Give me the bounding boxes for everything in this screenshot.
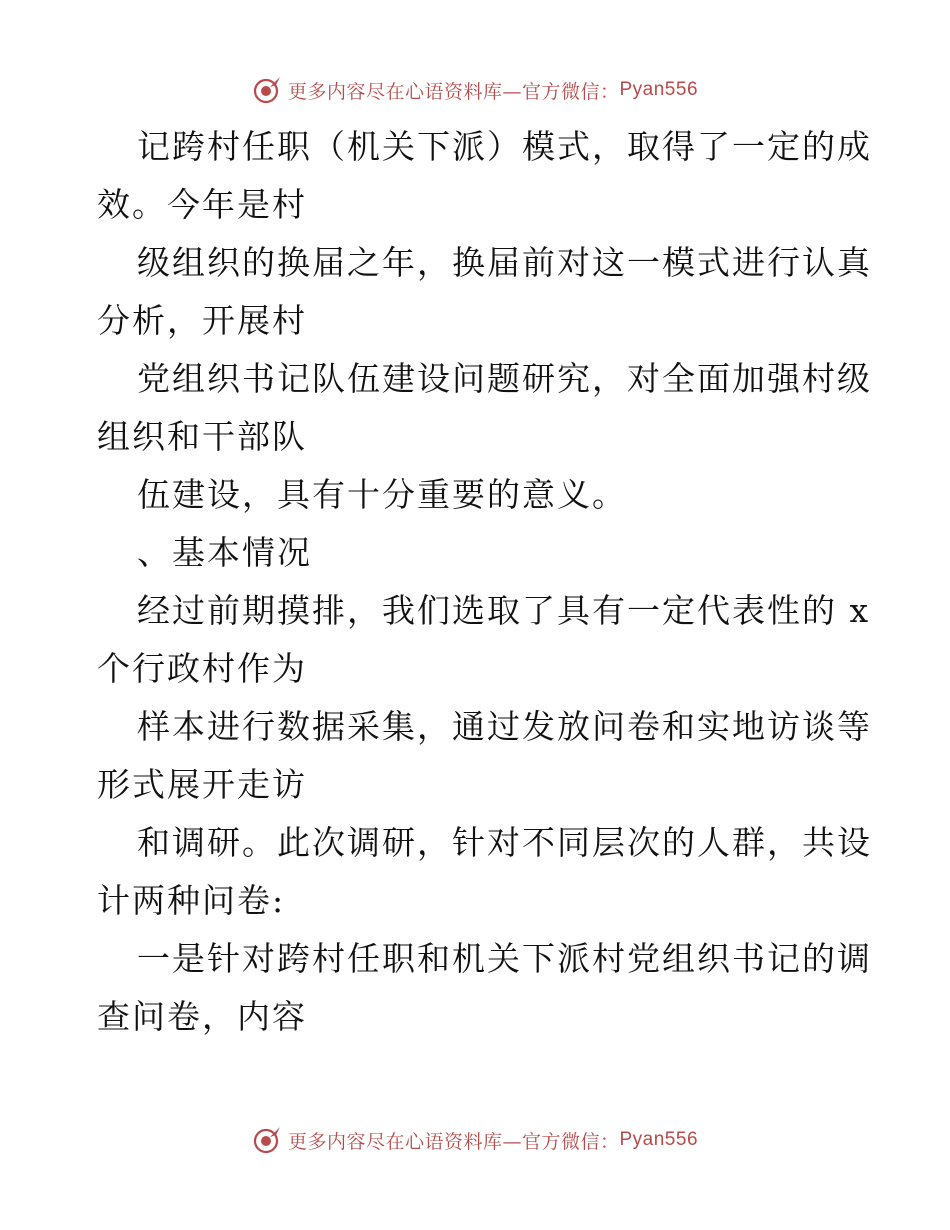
paragraph-line: 查问卷，内容 xyxy=(97,997,307,1036)
paragraph-line: 级组织的换届之年，换届前对这一模式进行认真 xyxy=(137,243,872,282)
paragraph-line: 党组织书记队伍建设问题研究，对全面加强村级 xyxy=(137,359,872,398)
paragraph-line: 经过前期摸排，我们选取了具有一定代表性的 x xyxy=(137,591,871,630)
quill-logo-icon xyxy=(252,1125,282,1155)
paragraph-line: 一是针对跨村任职和机关下派村党组织书记的调 xyxy=(137,939,872,978)
paragraph-line: 伍建设，具有十分重要的意义。 xyxy=(137,475,627,514)
paragraph-line: 形式展开走访 xyxy=(97,765,307,804)
header-watermark xyxy=(0,70,950,110)
section-heading: 、基本情况 xyxy=(137,533,312,572)
document-body xyxy=(97,118,872,1046)
paragraph-line: 记跨村任职（机关下派）模式，取得了一定的成 xyxy=(137,127,872,166)
watermark-text: 更多内容尽在心语资料库—官方微信： xyxy=(287,80,620,103)
paragraph-line: 分析，开展村 xyxy=(97,301,307,340)
footer-watermark xyxy=(0,1120,950,1160)
paragraph-line: 样本进行数据采集，通过发放问卷和实地访谈等 xyxy=(137,707,872,746)
paragraph-line: 和调研。此次调研，针对不同层次的人群，共设 xyxy=(137,823,872,862)
paragraph-line: 个行政村作为 xyxy=(97,649,307,688)
watermark-text: 更多内容尽在心语资料库—官方微信： xyxy=(287,1130,620,1153)
watermark-wechat-id: Pyan556 xyxy=(619,1129,699,1150)
watermark-wechat-id: Pyan556 xyxy=(619,79,699,100)
paragraph-line: 计两种问卷: xyxy=(97,881,286,920)
quill-logo-icon xyxy=(252,75,282,105)
paragraph-line: 组织和干部队 xyxy=(97,417,307,456)
paragraph-line: 效。今年是村 xyxy=(97,185,307,224)
